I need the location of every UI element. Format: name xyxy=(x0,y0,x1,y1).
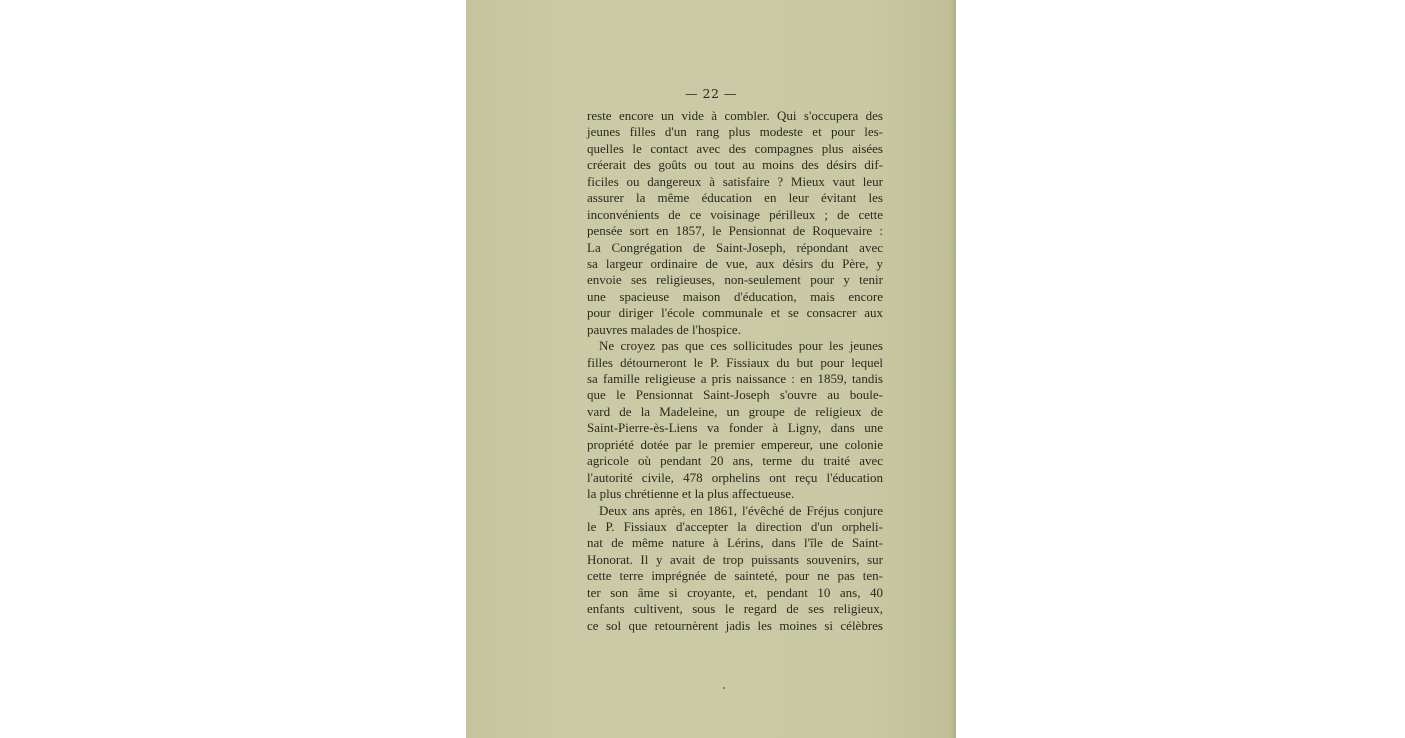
text-line: que le Pensionnat Saint-Joseph s'ouvre au boule- xyxy=(587,387,883,403)
text-line: assurer la même éducation en leur évitant les xyxy=(587,190,883,206)
text-line: une spacieuse maison d'éducation, mais encore xyxy=(587,288,883,304)
text-line: ficiles ou dangereux à satisfaire ? Mieux vaut leur xyxy=(587,173,883,189)
text-line: jeunes filles d'un rang plus modeste et pour les- xyxy=(587,124,883,140)
text-line: pensée sort en 1857, le Pensionnat de Roquevaire : xyxy=(587,223,883,239)
text-line: la plus chrétienne et la plus affectueuse. xyxy=(587,486,795,502)
text-line: pour diriger l'école communale et se consacrer aux xyxy=(587,305,883,321)
text-line: filles détourneront le P. Fissiaux du but pour lequel xyxy=(587,354,883,370)
text-line: Deux ans après, en 1861, l'évêché de Fréjus conjure xyxy=(599,502,883,518)
body-text xyxy=(587,108,883,634)
text-line: agricole où pendant 20 ans, terme du traité avec xyxy=(587,453,883,469)
page-edge-shadow xyxy=(950,0,956,738)
text-line: vard de la Madeleine, un groupe de religieux de xyxy=(587,403,883,419)
text-line: Ne croyez pas que ces sollicitudes pour les jeunes xyxy=(599,338,883,354)
text-line: cette terre imprégnée de sainteté, pour ne pas ten- xyxy=(587,568,883,584)
scanned-page xyxy=(466,0,956,738)
text-line: ter son âme si croyante, et, pendant 10 ans, 40 xyxy=(587,584,883,600)
text-line: enfants cultivent, sous le regard de ses religieux, xyxy=(587,601,883,617)
text-line: propriété dotée par le premier empereur, une colonie xyxy=(587,436,883,452)
text-line: ce sol que retournèrent jadis les moines si célèbres xyxy=(587,617,883,633)
text-line: La Congrégation de Saint-Joseph, répondant avec xyxy=(587,239,883,255)
text-line: reste encore un vide à combler. Qui s'occupera des xyxy=(587,108,883,123)
text-line: sa famille religieuse a pris naissance : en 1859, tandis xyxy=(587,371,883,386)
text-line: envoie ses religieuses, non-seulement pour y tenir xyxy=(587,272,883,288)
text-line: nat de même nature à Lérins, dans l'île de Saint- xyxy=(587,535,883,551)
text-line: inconvénients de ce voisinage périlleux ; de cette xyxy=(587,206,883,222)
text-line: l'autorité civile, 478 orphelins ont reçu l'éducation xyxy=(587,469,883,485)
text-line: sa largeur ordinaire de vue, aux désirs du Père, y xyxy=(587,255,883,271)
text-line: créerait des goûts ou tout au moins des désirs dif- xyxy=(587,157,883,173)
paper-speck xyxy=(723,687,725,689)
text-line: le P. Fissiaux d'accepter la direction d'un orpheli- xyxy=(587,518,883,534)
text-line: quelles le contact avec des compagnes plus aisées xyxy=(587,140,883,156)
text-line: pauvres malades de l'hospice. xyxy=(587,321,741,337)
page-number: — 22 — xyxy=(685,86,737,101)
text-line: Honorat. Il y avait de trop puissants souvenirs, sur xyxy=(587,551,883,567)
text-line: Saint-Pierre-ès-Liens va fonder à Ligny, dans une xyxy=(587,420,883,436)
